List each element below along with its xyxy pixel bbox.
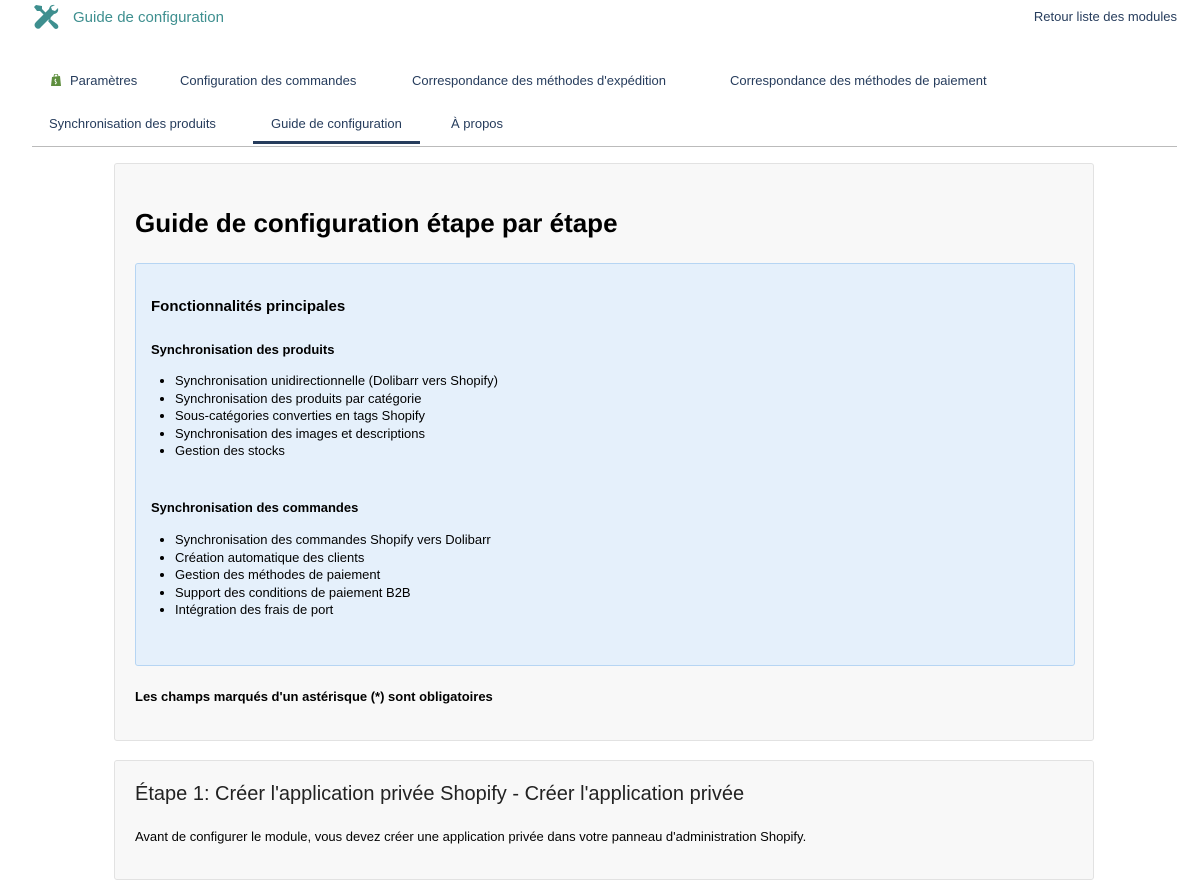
tabs-divider — [32, 146, 1177, 147]
tab-configuration-commandes[interactable]: Configuration des commandes — [180, 73, 357, 88]
tab-parametres[interactable] — [51, 73, 137, 88]
step1-card — [114, 760, 1094, 880]
features-title: Fonctionnalités principales — [151, 298, 346, 315]
list-item: • Synchronisation des commandes Shopify vers Dolibarr — [175, 531, 491, 549]
guide-title: Guide de configuration étape par étape — [135, 208, 618, 238]
products-feature-list — [151, 372, 498, 460]
tab-synchronisation-produits[interactable]: Synchronisation des produits — [49, 116, 216, 131]
back-to-modules-link[interactable]: Retour liste des modules — [1033, 9, 1177, 24]
list-item: • Gestion des méthodes de paiement — [175, 566, 491, 584]
orders-subtitle: Synchronisation des commandes — [151, 500, 359, 515]
orders-feature-list — [151, 531, 491, 619]
tab-label: Paramètres — [70, 73, 138, 88]
list-item: • Synchronisation des produits par catégorie — [175, 390, 498, 408]
page-header-title: Guide de configuration — [73, 9, 224, 26]
step1-text: Avant de configurer le module, vous devez créer une application privée dans votre panneau d'administration Shopify. — [135, 829, 807, 844]
shopify-bag-icon — [51, 74, 62, 86]
tools-icon — [33, 4, 59, 30]
list-item: • Synchronisation des images et descriptions — [175, 425, 498, 443]
list-item: • Création automatique des clients — [175, 549, 491, 567]
list-item: • Intégration des frais de port — [175, 601, 491, 619]
list-item: • Synchronisation unidirectionnelle (Dolibarr vers Shopify) — [175, 372, 498, 390]
tab-methodes-expedition[interactable]: Correspondance des méthodes d'expédition — [412, 73, 666, 88]
list-item: • Sous-catégories converties en tags Shopify — [175, 407, 498, 425]
list-item: • Gestion des stocks — [175, 442, 498, 460]
tab-guide-configuration[interactable]: Guide de configuration — [271, 116, 402, 131]
tab-methodes-paiement[interactable]: Correspondance des méthodes de paiement — [730, 73, 987, 88]
products-subtitle: Synchronisation des produits — [151, 342, 335, 357]
step1-title: Étape 1: Créer l'application privée Shopify - Créer l'application privée — [135, 783, 745, 805]
list-item: • Support des conditions de paiement B2B — [175, 584, 491, 602]
tab-a-propos[interactable]: À propos — [451, 116, 504, 131]
required-fields-note: Les champs marqués d'un astérisque (*) sont obligatoires — [135, 689, 493, 704]
guide-card — [114, 163, 1094, 741]
features-info-box — [135, 263, 1075, 666]
